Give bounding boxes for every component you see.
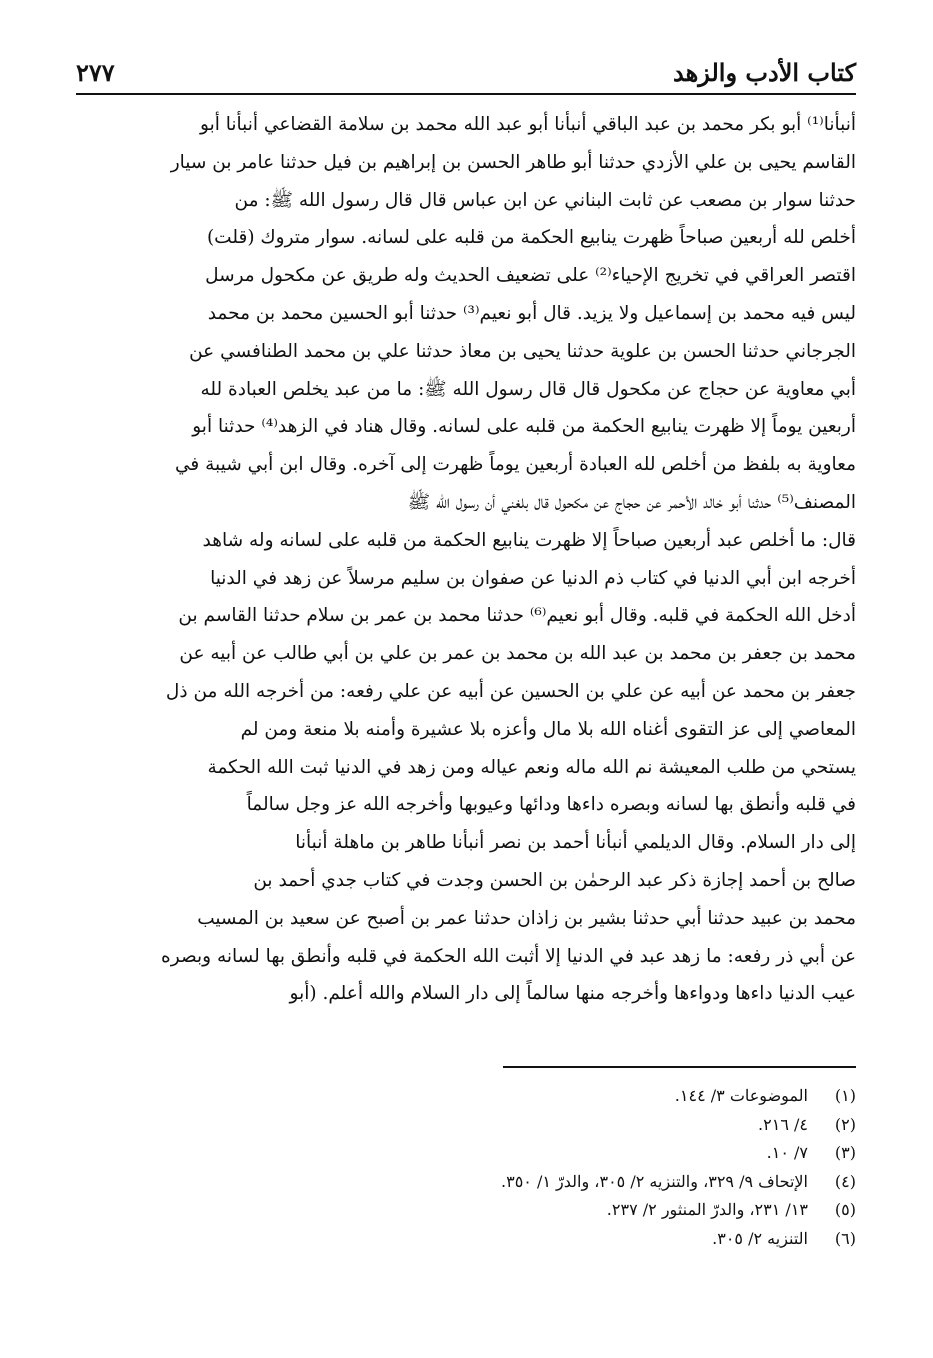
text-line: محمد بن جعفر بن محمد بن عبد الله بن محمد بن عمر بن علي بن أبي طالب عن أبيه عن	[179, 643, 856, 665]
footnote	[300, 1139, 856, 1168]
text-line: أبي معاوية عن حجاج عن مكحول قال قال رسول الله ﷺ: ما من عبد يخلص العبادة لله	[200, 378, 856, 400]
text-line: قال: ما أخلص عبد أربعين صباحاً إلا ظهرت ينابيع الحكمة من قلبه على لسانه وله شاهد	[202, 529, 856, 551]
footnote-text: الموضوعات ٣/ ١٤٤.	[674, 1086, 808, 1105]
text-line: ليس فيه محمد بن إسماعيل ولا يزيد. قال أبو نعيم⁽³⁾ حدثنا أبو الحسين محمد بن محمد	[207, 302, 856, 324]
footnote	[300, 1082, 856, 1111]
text-line: إلى دار السلام. وقال الديلمي أنبأنا أحمد بن نصر أنبأنا طاهر بن ماهلة أنبأنا	[295, 832, 856, 854]
text-line: عيب الدنيا داءها ودواءها وأخرجه منها سالماً إلى دار السلام والله أعلم. (أبو	[289, 983, 856, 1005]
footnote-text: ٧/ ١٠.	[766, 1143, 808, 1162]
text-line: محمد بن عبيد حدثنا أبي حدثنا بشير بن زاذان حدثنا عمر بن أصبح عن سعيد بن المسيب	[197, 907, 856, 929]
text-line: المعاصي إلى عز التقوى أغناه الله بلا مال وأعزه بلا عشيرة وأمنه بلا منعة ومن لم	[240, 718, 856, 740]
text-line: أخرجه ابن أبي الدنيا في كتاب ذم الدنيا عن صفوان بن سليم مرسلاً عن زهد في الدنيا	[210, 567, 856, 589]
text-line: في قلبه وأنطق بها لسانه وبصره داءها ودائها وعيوبها وأخرجه الله عز وجل سالماً	[246, 794, 856, 816]
footnote	[300, 1225, 856, 1254]
footnote-number: (٦)	[834, 1228, 856, 1248]
header-rule	[76, 93, 856, 95]
footnote	[300, 1196, 856, 1225]
text-line: جعفر بن محمد عن أبيه عن علي بن الحسين عن أبيه عن علي رفعه: من أخرجه الله من ذل	[165, 680, 856, 702]
text-line: المصنف⁽⁵⁾ حدثنا أبو خالد الأحمر عن حجاج عن مكحول قال بلغني أن رسول الله ﷺ	[407, 491, 856, 513]
footnote	[300, 1111, 856, 1140]
footnote-number: (٣)	[834, 1143, 856, 1162]
page-number: ٢٧٧	[76, 58, 115, 87]
text-line: أربعين يوماً إلا ظهرت ينابيع الحكمة من قلبه على لسانه. وقال هناد في الزهد⁽⁴⁾ حدثنا أبو	[192, 416, 856, 438]
page-header	[76, 54, 856, 90]
text-line: القاسم يحيى بن علي الأزدي حدثنا أبو طاهر الحسن بن إبراهيم بن فيل حدثنا عامر بن سيار	[170, 151, 856, 173]
text-line: أدخل الله الحكمة في قلبه. وقال أبو نعيم⁽⁶⁾ حدثنا محمد بن عمر بن سلام حدثنا القاسم بن	[178, 605, 856, 627]
footnotes	[300, 1082, 856, 1253]
text-line: حدثنا سوار بن مصعب عن ثابت البناني عن ابن عباس قال قال رسول الله ﷺ: من	[234, 189, 856, 211]
text-line: اقتصر العراقي في تخريج الإحياء⁽²⁾ على تضعيف الحديث وله طريق عن مكحول مرسل	[205, 265, 856, 287]
footnote-number: (٢)	[834, 1114, 856, 1134]
footnote-number: (١)	[834, 1086, 856, 1105]
text-line: عن أبي ذر رفعه: ما زهد عبد في الدنيا إلا أثبت الله الحكمة في قلبه وأنطق بها لسانه وبصره	[161, 945, 856, 967]
footnote-number: (٤)	[834, 1171, 856, 1191]
text-line: أنبأنا⁽¹⁾ أبو بكر محمد بن عبد الباقي أنبأنا أبو عبد الله محمد بن سلامة القضاعي أنبأنا أبو	[200, 114, 856, 135]
footnote-number: (٥)	[834, 1200, 856, 1219]
footnote-text: الإتحاف ٩/ ٣٢٩، والتنزيه ٢/ ٣٠٥، والدرّ ١/ ٣٥٠.	[501, 1171, 808, 1191]
text-line: يستحي من طلب المعيشة نم الله ماله ونعم عياله ومن زهد في الدنيا ثبت الله الحكمة	[207, 756, 856, 778]
main-text	[76, 106, 856, 1056]
running-title: كتاب الأدب والزهد	[673, 58, 856, 87]
footnote-text: التنزيه ٢/ ٣٠٥.	[712, 1228, 808, 1248]
text-line: معاوية به بلفظ من أخلص لله العبادة أربعين يوماً ظهرت إلى آخره. وقال ابن أبي شيبة في	[175, 454, 856, 476]
footnote-text: ٤/ ٢١٦.	[758, 1114, 808, 1134]
text-line: أخلص لله أربعين صباحاً ظهرت ينابيع الحكمة من قلبه على لسانه. سوار متروك (قلت)	[206, 227, 856, 249]
text-line: الجرجاني حدثنا الحسن بن علوية حدثنا يحيى بن معاذ حدثنا علي بن محمد الطنافسي عن	[189, 340, 856, 362]
text-line: صالح بن أحمد إجازة ذكر عبد الرحمٰن بن الحسن وجدت في كتاب جدي أحمد بن	[253, 869, 856, 891]
footnote	[300, 1168, 856, 1197]
footnote-separator	[503, 1066, 856, 1068]
footnote-text: ١٣/ ٢٣١، والدرّ المنثور ٢/ ٢٣٧.	[606, 1200, 808, 1219]
